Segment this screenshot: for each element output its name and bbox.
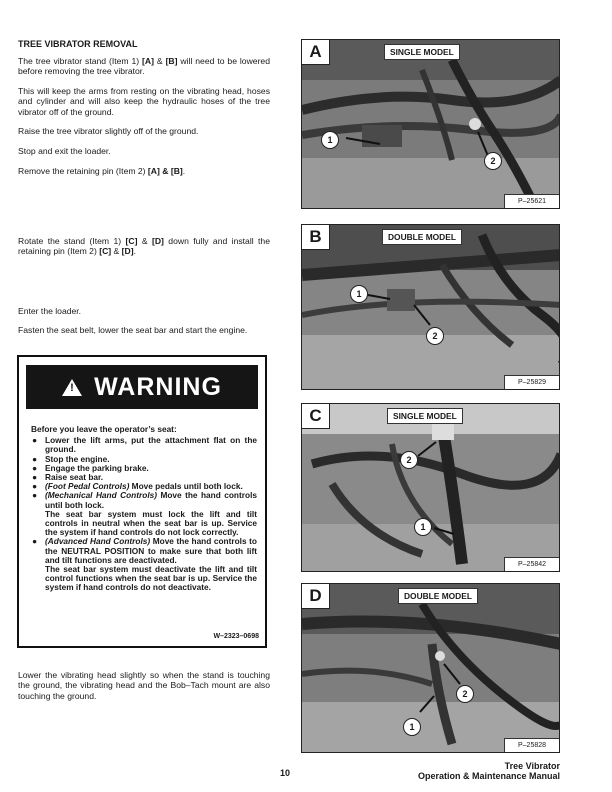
figure-c	[301, 403, 560, 572]
figure-a-code: P–25621	[504, 194, 559, 208]
figure-d-callout-1: 1	[403, 718, 421, 736]
figure-d-photo	[302, 584, 560, 753]
figure-d-label: DOUBLE MODEL	[398, 588, 478, 604]
warning-item: ● Engage the parking brake.	[32, 462, 149, 473]
warning-item: ● (Mechanical Hand Controls) Move the hand controls until both lock. The seat bar system must lock the lift and tilt controls in neutral when the seat bar is up. Service the system if hand controls do not lock correctly.	[32, 490, 257, 538]
fasten-paragraph: Fasten the seat belt, lower the seat bar and start the engine.	[18, 325, 248, 335]
warning-item: ● Lower the lift arms, put the attachment flat on the ground.	[32, 435, 257, 455]
warning-heading: WARNING	[94, 372, 222, 401]
enter-paragraph: Enter the loader.	[18, 306, 82, 316]
page-number: 10	[280, 768, 291, 778]
figure-c-callout-2: 2	[400, 451, 418, 469]
figure-b-photo	[302, 225, 560, 390]
figure-b-callout-2: 2	[426, 327, 444, 345]
figure-d-code: P–25828	[504, 738, 559, 752]
figure-d-callout-2: 2	[456, 685, 474, 703]
figure-d-letter: D	[302, 584, 330, 609]
warning-item: ● (Advanced Hand Controls) Move the hand controls to the NEUTRAL POSITION to make sure that both lift and tilt functions are deactivated. The seat bar system must deactivate the lift and tilt control functions when the seat bar is up. Service the system if hand controls do not deactivate.	[32, 536, 257, 593]
figure-c-photo	[302, 404, 560, 572]
keep-paragraph: This will keep the arms from resting on the vibrating head, hoses and cylinder and will also keep the hydraulic hoses of the tree vibrator off of the ground.	[18, 86, 270, 117]
lower-paragraph: Lower the vibrating head slightly so when the stand is touching the ground, the vibrating head and the Bob–Tach mount are also touching the ground.	[18, 670, 270, 701]
remove-paragraph: Remove the retaining pin (Item 2) [A] & [B].	[18, 166, 186, 176]
footer-product: Tree Vibrator	[504, 761, 560, 771]
stop-paragraph: Stop and exit the loader.	[18, 146, 111, 156]
rotate-paragraph: Rotate the stand (Item 1) [C] & [D] down fully and install the retaining pin (Item 2) [C] & [D].	[18, 236, 270, 257]
warning-box	[17, 355, 267, 648]
warning-list	[31, 436, 257, 592]
footer-manual: Operation & Maintenance Manual	[417, 771, 560, 781]
footer-title	[380, 761, 560, 781]
warning-item: ● Raise seat bar.	[32, 472, 104, 483]
warning-item: ● (Foot Pedal Controls) Move pedals until both lock.	[32, 481, 243, 492]
figure-b-callout-1: 1	[350, 285, 368, 303]
warning-intro: Before you leave the operator’s seat:	[31, 424, 177, 434]
figure-d	[301, 583, 560, 753]
figure-c-callout-1: 1	[414, 518, 432, 536]
figure-a-photo	[302, 40, 560, 209]
warning-body	[31, 425, 257, 593]
figure-a	[301, 39, 560, 209]
figure-b-letter: B	[302, 225, 330, 250]
figure-a-callout-2: 2	[484, 152, 502, 170]
figure-c-letter: C	[302, 404, 330, 429]
intro-paragraph: The tree vibrator stand (Item 1) [A] & [B] will need to be lowered before removing the tree vibrator.	[18, 56, 270, 77]
figure-c-code: P–25842	[504, 557, 559, 571]
warning-item: ● Stop the engine.	[32, 453, 110, 464]
figure-a-label: SINGLE MODEL	[384, 44, 460, 60]
figure-a-letter: A	[302, 40, 330, 65]
warning-header	[26, 365, 258, 409]
warning-triangle-icon: !	[62, 379, 82, 396]
warning-code: W–2323–0698	[213, 633, 259, 640]
figure-b	[301, 224, 560, 390]
raise-paragraph: Raise the tree vibrator slightly off of the ground.	[18, 126, 199, 136]
figure-a-callout-1: 1	[321, 131, 339, 149]
figure-b-code: P–25829	[504, 375, 559, 389]
figure-b-label: DOUBLE MODEL	[382, 229, 462, 245]
section-title: TREE VIBRATOR REMOVAL	[18, 39, 138, 49]
figure-c-label: SINGLE MODEL	[387, 408, 463, 424]
